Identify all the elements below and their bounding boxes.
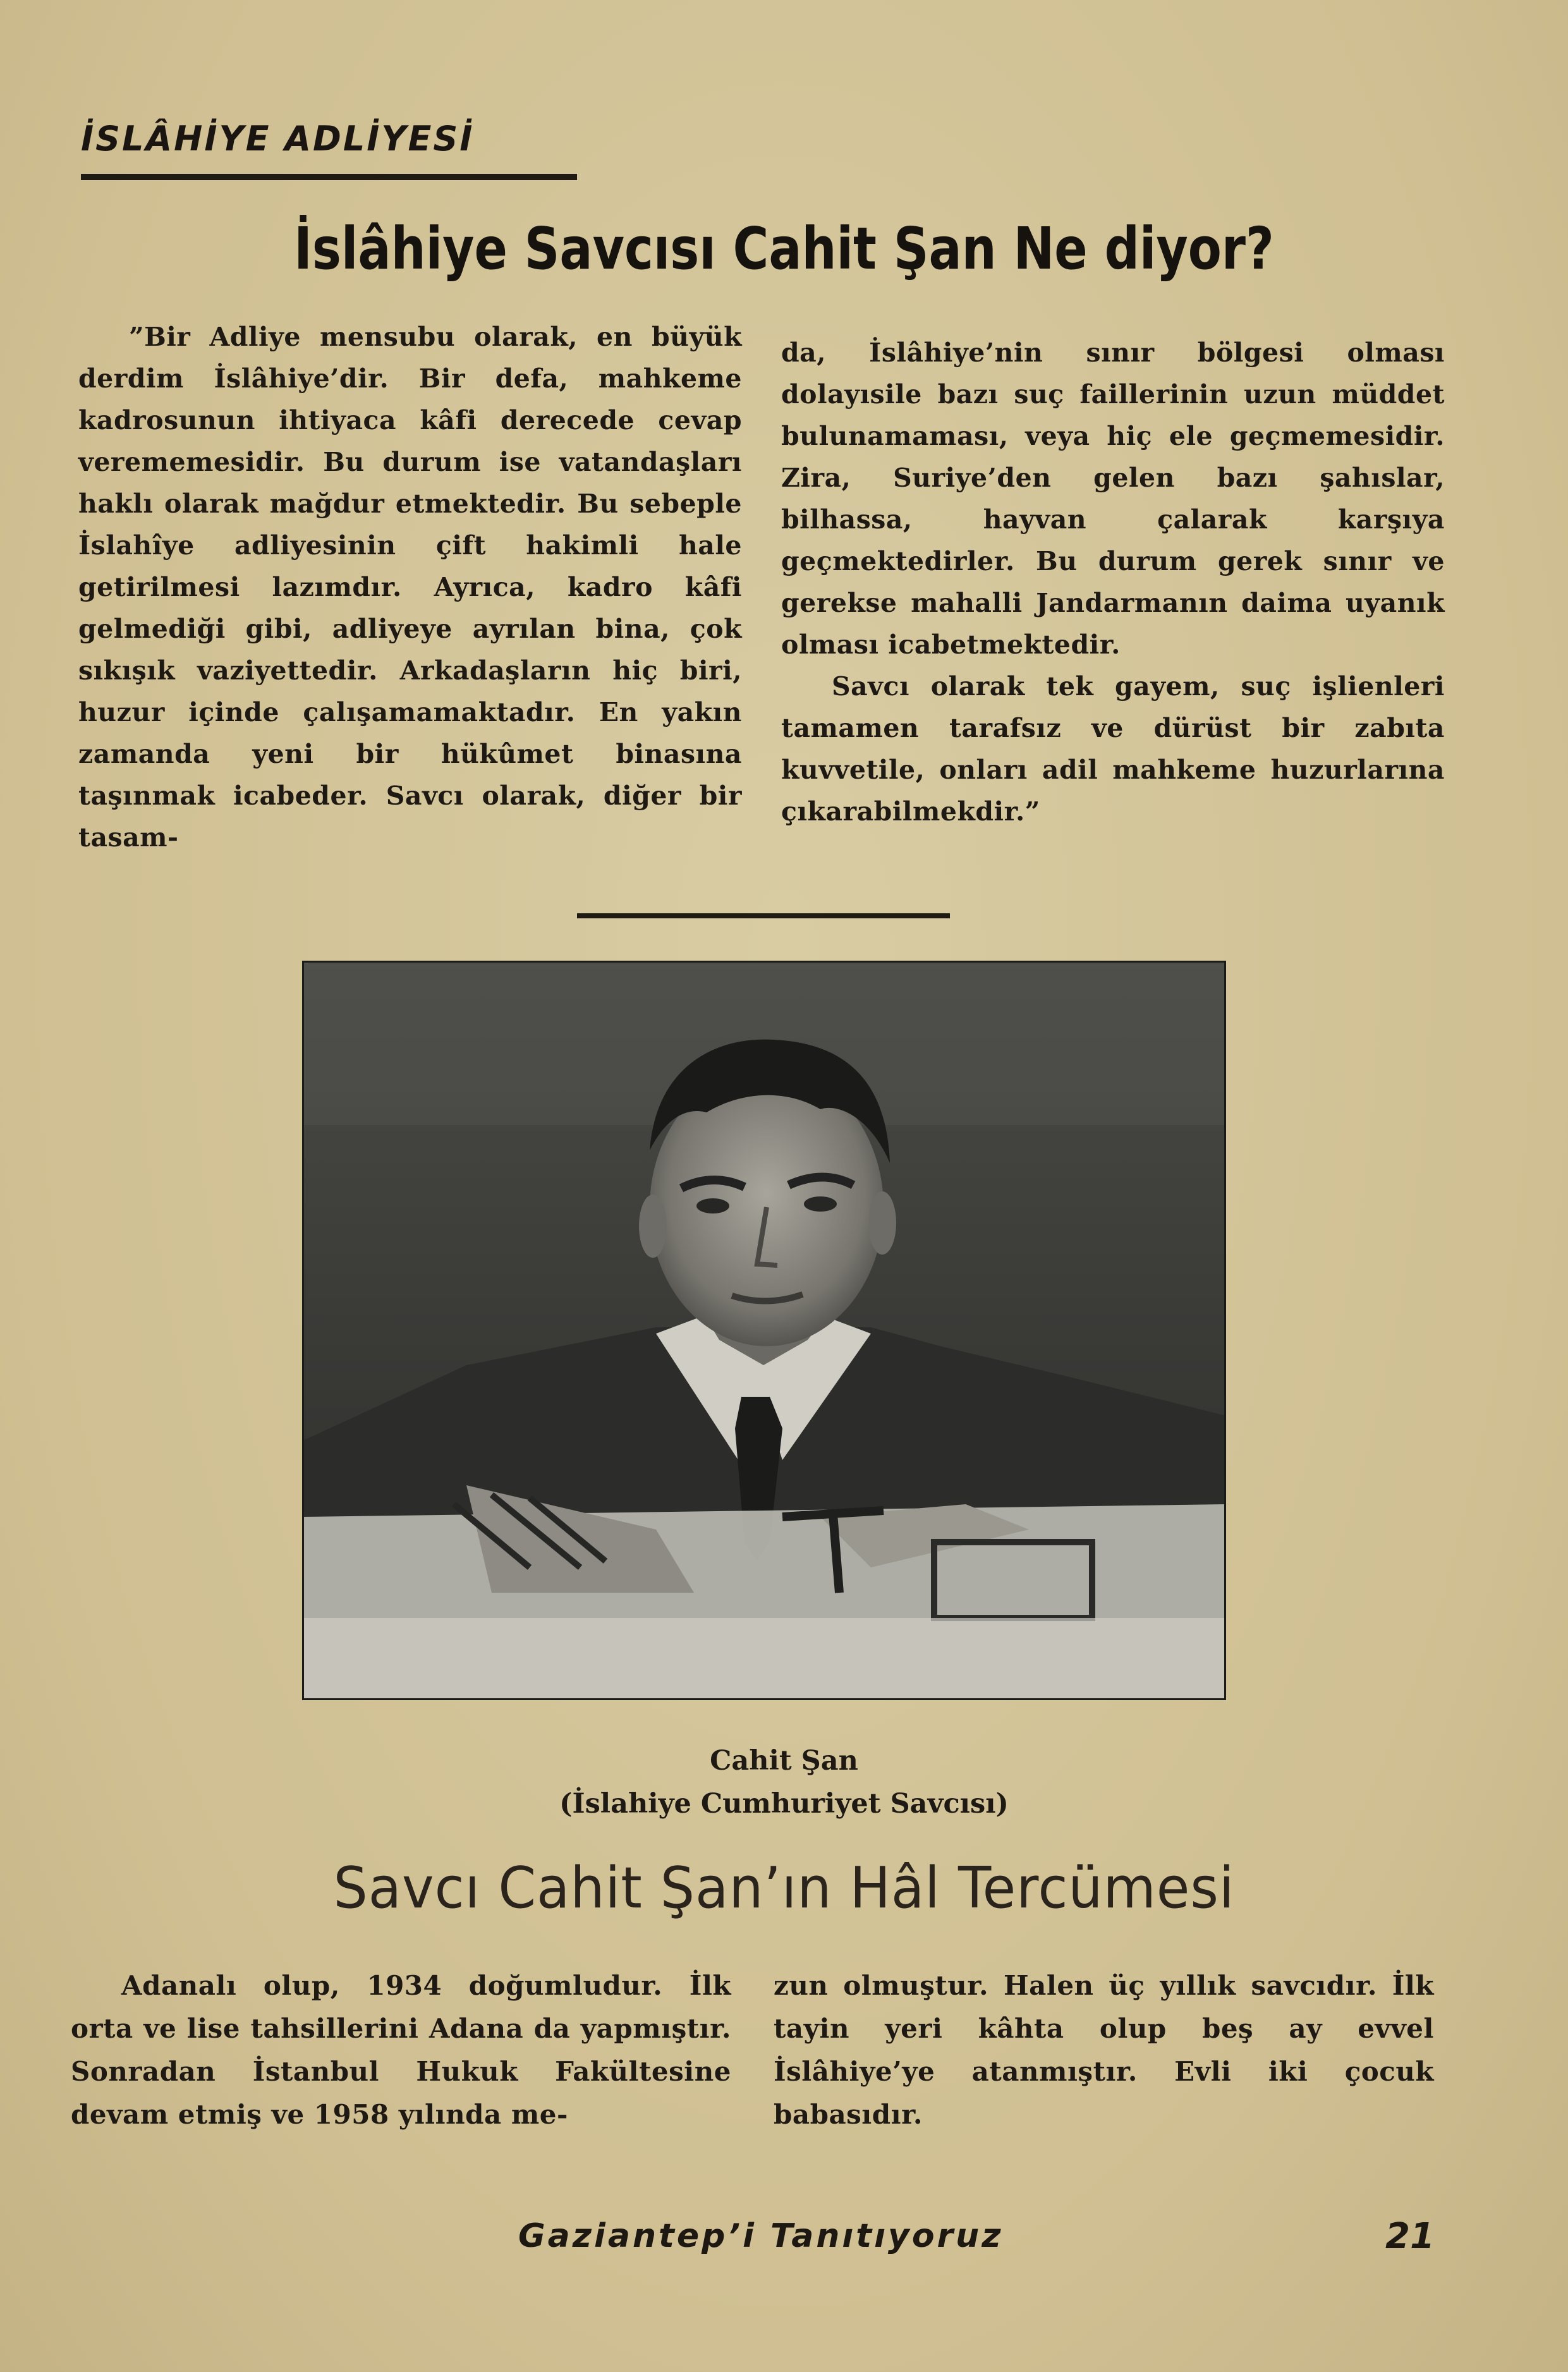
biography-column-right [774, 1964, 1434, 2136]
quote-paragraph: ”Bir Adliye mensubu olarak, en büyük derdim İslâhiye’dir. Bir defa, mahkeme kadrosunun ihtiyaca kâfi derecede cevap verememesidir. Bu durum ise vatandaşları haklı olarak mağdur etmektedir. Bu sebeple İslahîye adliyesinin çift hakimli hale getirilmesi lazımdır. Ayrıca, kadro kâfi gelmediği gibi, adliyeye ayrılan bina, çok sıkışık vaziyettedir. Arkadaşların hiç biri, huzur içinde çalışamamaktadır. En yakın zamanda yeni bir hükûmet binasına taşınmak icabeder. Savcı olarak, diğer bir tasam- [78, 322, 742, 853]
quote-column-right [781, 332, 1445, 832]
quote-column-left [78, 316, 742, 858]
divider-rule [577, 913, 950, 918]
caption-role: (İslahiye Cumhuriyet Savcısı) [559, 1788, 1009, 1820]
biography-title: Savcı Cahit Şan’ın Hâl Tercümesi [333, 1855, 1235, 1921]
caption-name: Cahit Şan [710, 1745, 858, 1777]
article-headline: İslâhiye Savcısı Cahit Şan Ne diyor? [294, 215, 1274, 283]
biography-paragraph: zun olmuştur. Halen üç yıllık savcıdır. İlk tayin yeri kâhta olup beş ay evvel İslâhiye’ye atanmıştır. Evli iki çocuk babasıdır. [774, 1970, 1434, 2130]
quote-paragraph: Savcı olarak tek gayem, suç işlienleri tamamen tarafsız ve dürüst bir zabıta kuvvetile, onları adil mahkeme huzurlarına çıkarabilmekdir.” [781, 671, 1445, 827]
section-rule [81, 174, 577, 180]
page-number: 21 [1385, 2216, 1435, 2257]
quote-paragraph: da, İslâhiye’nin sınır bölgesi olması dolayısile bazı suç faillerinin uzun müddet bulunamaması, veya hiç ele geçmemesidir. Zira, Suriye’den gelen bazı şahıslar, bilhassa, hayvan çalarak karşıya geçmektedirler. Bu durum gerek sınır ve gerekse mahalli Jandarmanın daima uyanık olması icabetmektedir. [781, 338, 1445, 660]
portrait-photo [302, 961, 1226, 1700]
biography-column-left [71, 1964, 731, 2136]
portrait-photo-graphic [302, 961, 1226, 1700]
photo-caption [0, 1739, 1568, 1825]
biography-paragraph: Adanalı olup, 1934 doğumludur. İlk orta ve lise tahsillerini Adana da yapmıştır. Sonradan İstanbul Hukuk Fakültesine devam etmiş ve 1958 yılında me- [71, 1970, 731, 2130]
section-label: İSLÂHİYE ADLİYESİ [81, 119, 475, 159]
publication-footer: Gaziantep’i Tanıtıyoruz [518, 2217, 1004, 2255]
